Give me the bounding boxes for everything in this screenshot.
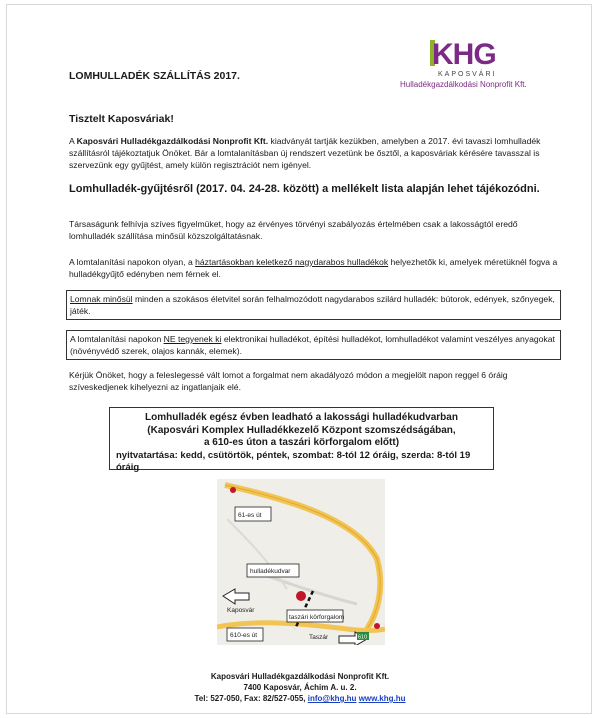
waste-yard-marker — [296, 591, 306, 601]
location-map — [217, 479, 385, 645]
info-line-2: (Kaposvári Komplex Hulladékkezelő Központ szomszédságában, — [147, 424, 456, 436]
company-logo: KHG — [432, 38, 496, 71]
prohibited-items-box: A lomtalanítási napokon NE tegyenek ki elektronikai hulladékot, építési hulladékot, lomhulladékot valamint veszélyes anyagokat (növényvédő szerek, olajos kannák, elemek). — [66, 330, 561, 360]
footer-contact: Tel: 527-050, Fax: 82/527-055, info@khg.hu www.khg.hu — [194, 694, 406, 703]
label-road-610: 610-es út — [230, 632, 258, 639]
footer-email-link[interactable]: info@khg.hu — [307, 694, 357, 703]
document-title: LOMHULLADÉK SZÁLLÍTÁS 2017. — [69, 70, 240, 82]
allowed-waste-paragraph: A lomtalanítási napokon olyan, a háztartásokban keletkező nagydarabos hulladékok helyezhetők ki, amelyek méretüknél fogva a hulladékgyűjtő edényben nem férnek el. — [69, 257, 558, 279]
road-sign-610: 610 — [358, 634, 368, 641]
label-roundabout: taszári körforgalom — [289, 614, 345, 621]
label-taszar: Taszár — [309, 634, 329, 641]
logo-subtitle-company: Hulladékgazdálkodási Nonprofit Kft. — [400, 80, 527, 89]
info-line-1: Lomhulladék egész évben leadható a lakossági hulladékudvarban — [145, 412, 458, 423]
intro-paragraph: A Kaposvári Hulladékgazdálkodási Nonprofit Kft. kiadványát tartják kezükben, amelyben a 2017. évi tavaszi lomhulladék szállításról tájékoztatjuk Önöket. Bár a lomtalanításban új rendszert vezetünk be ősztől, a kaposváriak kérésére tavasszal is szervezünk egy gyűjtést, amely külön regisztrációt nem igényel. — [69, 136, 541, 170]
opening-hours: nyitvatartása: kedd, csütörtök, péntek, szombat: 8-tól 12 óráig, szerda: 8-tól 19 óráig — [116, 449, 471, 473]
public-service-paragraph: Társaságunk felhívja szíves figyelmüket, hogy az érvényes törvényi szabályozás értelmében csak a lakosságtól eredő lomhulladék szállítása minősül közszolgáltatásnak. — [69, 219, 518, 241]
footer-web-link[interactable]: www.khg.hu — [358, 694, 406, 703]
waste-yard-info-box — [109, 407, 494, 473]
greeting: Tisztelt Kaposváriak! — [69, 113, 174, 125]
label-road-61: 61-es út — [238, 512, 262, 519]
collection-heading: Lomhulladék-gyűjtésről (2017. 04. 24-28. között) a mellékelt lista alapján lehet tájékozódni. — [69, 183, 540, 195]
roundabout-marker — [374, 623, 380, 629]
placement-request-paragraph: Kérjük Önöket, hogy a feleslegessé vált lomot a forgalmat nem akadályozó módon a megjelölt napon reggel 6 óráig szíveskedjenek kihelyezni az ingatlanjaik elé. — [69, 370, 508, 392]
logo-subtitle-city: KAPOSVÁRI — [438, 71, 497, 78]
footer-address: 7400 Kaposvár, Áchim A. u. 2. — [243, 683, 357, 692]
label-kaposvar: Kaposvár — [227, 607, 255, 614]
info-line-3: a 610-es úton a taszári körforgalom előtt) — [203, 437, 400, 448]
label-waste-yard: hulladékudvar — [250, 568, 291, 575]
map-svg — [217, 479, 385, 645]
bulky-waste-definition-box: Lomnak minősül minden a szokásos életvitel során felhalmozódott nagydarabos szilárd hulladék: bútorok, edények, szőnyegek, játék. — [66, 290, 561, 320]
footer-company: Kaposvári Hulladékgazdálkodási Nonprofit Kft. — [210, 672, 390, 681]
